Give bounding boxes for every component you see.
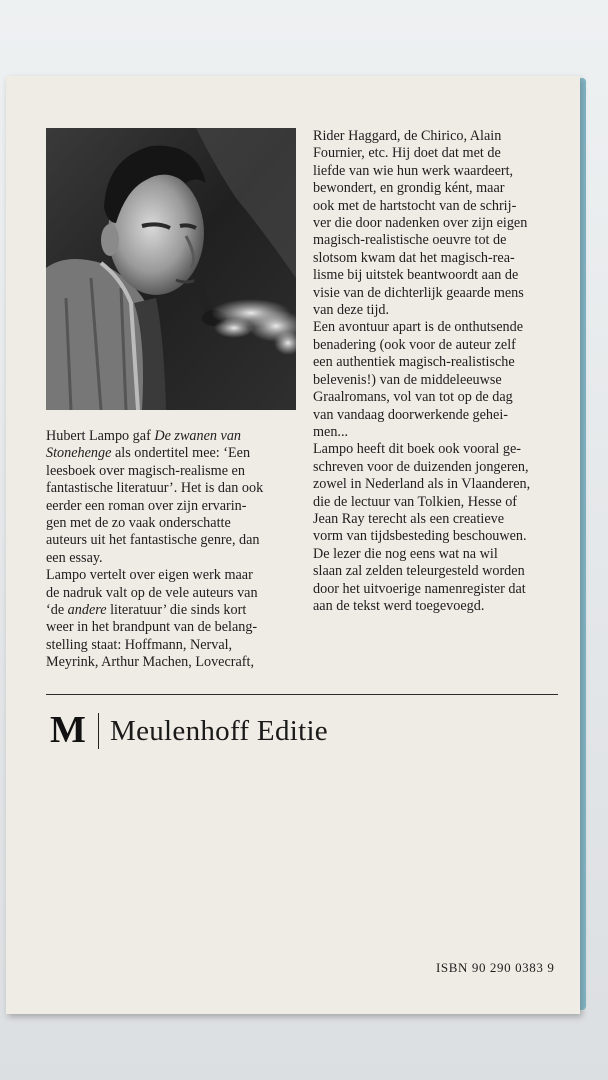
- right-paragraph-3: [313, 441, 565, 545]
- text-line: een authentiek magisch-realistische: [313, 354, 515, 371]
- text-line: de nadruk valt op de vele auteurs van: [46, 584, 258, 601]
- text-line: Meyrink, Arthur Machen, Lovecraft,: [46, 654, 255, 671]
- text-line: zowel in Nederland als in Vlaanderen,: [313, 476, 531, 493]
- text-line: fantastische literatuur’. Het is dan ook: [46, 480, 264, 497]
- text-line: vorm van tijdsbesteding beschouwen.: [313, 528, 527, 545]
- text-line: Graalromans, vol van tot op de dag: [313, 389, 513, 406]
- text-line: eerder een roman over zijn ervarin-: [46, 497, 247, 514]
- divider-rule: [46, 694, 558, 695]
- left-paragraph-2: [46, 567, 298, 671]
- author-photo-illustration: [46, 128, 296, 410]
- logo-divider: [98, 713, 99, 749]
- text-line: benadering (ook voor de auteur zelf: [313, 336, 516, 353]
- publisher-name: Meulenhoff Editie: [110, 715, 328, 747]
- text-line: bewondert, en grondig ként, maar: [313, 180, 505, 197]
- text-line: Fournier, etc. Hij doet dat met de: [313, 145, 501, 162]
- text-line: ook met de hartstocht van de schrij-: [313, 197, 517, 214]
- right-paragraph-2: [313, 319, 565, 441]
- text-line: schreven voor de duizenden jongeren,: [313, 458, 529, 475]
- text-line: Lampo vertelt over eigen werk maar: [46, 567, 253, 584]
- text-line: De lezer die nog eens wat na wil: [313, 545, 498, 562]
- text-line: liefde van wie hun werk waardeert,: [313, 162, 514, 179]
- text-line: auteurs uit het fantastische genre, dan: [46, 532, 260, 549]
- text-line: aan de tekst werd toegevoegd.: [313, 597, 485, 614]
- text-line: men...: [313, 423, 349, 440]
- text-line: weer in het brandpunt van de belang-: [46, 619, 258, 636]
- text-line: slaan zal zelden teleurgesteld worden: [313, 563, 525, 580]
- author-photo: [46, 128, 296, 410]
- text-line: slotsom kwam dat het magisch-rea-: [313, 249, 515, 266]
- text-line: lisme bij uitstek beantwoordt aan de: [313, 267, 519, 284]
- text-line: ‘de andere literatuur’ die sinds kort: [46, 602, 247, 619]
- text-line: Rider Haggard, de Chirico, Alain: [313, 128, 502, 144]
- text-line: Een avontuur apart is de onthutsende: [313, 319, 523, 336]
- text-line: belevenis!) van de middeleeuwse: [313, 371, 502, 388]
- isbn-number: ISBN 90 290 0383 9: [436, 960, 555, 975]
- right-paragraph-4: [313, 546, 565, 616]
- text-line: Stonehenge als ondertitel mee: ‘Een: [46, 445, 251, 462]
- left-text-column: [46, 428, 298, 672]
- publisher-logo-m: M: [50, 709, 86, 751]
- text-line: stelling staat: Hoffmann, Nerval,: [46, 636, 233, 653]
- text-line: die de lectuur van Tolkien, Hesse of: [313, 493, 518, 510]
- text-line: een essay.: [46, 549, 103, 566]
- text-line: visie van de dichterlijk geaarde mens: [313, 284, 524, 301]
- text-line: ver die door nadenken over zijn eigen: [313, 215, 528, 232]
- text-line: leesboek over magisch-realisme en: [46, 462, 245, 479]
- right-text-column: [313, 128, 565, 615]
- text-line: van deze tijd.: [313, 302, 390, 319]
- text-line: door het uitvoerige namenregister dat: [313, 580, 526, 597]
- text-line: Hubert Lampo gaf De zwanen van: [46, 428, 242, 444]
- text-line: van vandaag doorwerkende gehei-: [313, 406, 508, 423]
- text-line: magisch-realistische oeuvre tot de: [313, 232, 507, 249]
- text-line: Lampo heeft dit boek ook vooral ge-: [313, 441, 522, 458]
- text-line: gen met de zo vaak onderschatte: [46, 515, 231, 532]
- text-line: Jean Ray terecht als een creatieve: [313, 510, 505, 527]
- right-paragraph-1: [313, 128, 565, 319]
- left-paragraph-1: [46, 428, 298, 567]
